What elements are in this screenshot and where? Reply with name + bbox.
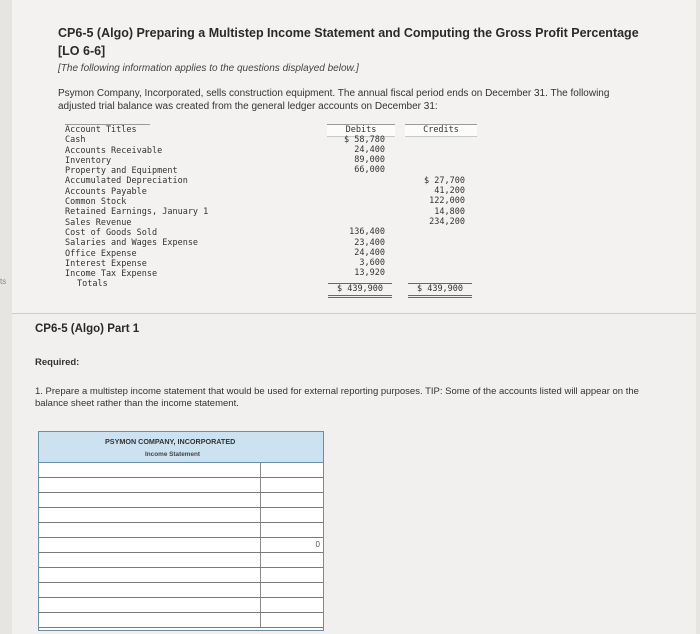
credit-value: 234,200 bbox=[429, 216, 465, 227]
debit-value: 23,400 bbox=[354, 237, 385, 248]
total-credits: $ 439,900 bbox=[408, 283, 472, 298]
trial-balance-account-name: Income Tax Expense bbox=[65, 269, 158, 280]
worksheet-label-input[interactable] bbox=[39, 568, 261, 582]
problem-title: CP6-5 (Algo) Preparing a Multistep Income Statement and Computing the Gross Profit Percentage [LO 6-6] bbox=[58, 26, 639, 58]
worksheet-label-input[interactable] bbox=[39, 583, 261, 597]
debit-value: $ 58,780 bbox=[344, 134, 385, 145]
worksheet-statement-title: Income Statement bbox=[145, 451, 201, 458]
worksheet-row bbox=[39, 493, 323, 508]
worksheet-computed-total: 0 bbox=[315, 540, 320, 549]
worksheet-amount-input[interactable] bbox=[261, 538, 323, 552]
trial-balance-account-name: Retained Earnings, January 1 bbox=[65, 207, 209, 218]
total-debits: $ 439,900 bbox=[328, 283, 392, 298]
worksheet-label-input[interactable] bbox=[39, 493, 261, 507]
worksheet-label-input[interactable] bbox=[39, 613, 261, 627]
worksheet-row bbox=[39, 553, 323, 568]
trial-balance-account-titles bbox=[65, 124, 208, 290]
debit-value: 136,400 bbox=[349, 227, 385, 238]
worksheet-row bbox=[39, 583, 323, 598]
debit-value: 24,400 bbox=[354, 144, 385, 155]
credit-value: 122,000 bbox=[429, 196, 465, 207]
worksheet-row bbox=[39, 463, 323, 478]
worksheet-amount-input[interactable] bbox=[261, 598, 323, 612]
trial-balance-account-name: Accounts Receivable bbox=[65, 145, 163, 156]
worksheet-label-input[interactable] bbox=[39, 553, 261, 567]
worksheet-amount-input[interactable] bbox=[261, 583, 323, 597]
worksheet-row bbox=[39, 613, 323, 628]
trial-balance-account-name: Sales Revenue bbox=[65, 217, 132, 228]
worksheet-row bbox=[39, 568, 323, 583]
income-statement-worksheet bbox=[38, 431, 324, 631]
worksheet-amount-input[interactable] bbox=[261, 568, 323, 582]
edge-label: ts bbox=[0, 277, 7, 286]
debit-value: 89,000 bbox=[354, 155, 385, 166]
worksheet-label-input[interactable] bbox=[39, 463, 261, 477]
debit-value: 3,600 bbox=[359, 258, 385, 269]
worksheet-amount-input[interactable] bbox=[261, 613, 323, 627]
worksheet-amount-input[interactable] bbox=[261, 523, 323, 537]
worksheet-label-input[interactable] bbox=[39, 523, 261, 537]
credits-header: Credits bbox=[405, 124, 477, 137]
worksheet-header bbox=[39, 432, 323, 463]
worksheet-amount-input[interactable] bbox=[261, 508, 323, 522]
trial-balance-account-name: Inventory bbox=[65, 155, 112, 166]
worksheet-amount-input[interactable] bbox=[261, 493, 323, 507]
debits-header: Debits bbox=[327, 124, 395, 137]
worksheet-row bbox=[39, 523, 323, 538]
trial-balance-account-name: Property and Equipment bbox=[65, 166, 178, 177]
worksheet-label-input[interactable] bbox=[39, 478, 261, 492]
trial-balance-account-name: Cost of Goods Sold bbox=[65, 227, 158, 238]
trial-balance-account-name: Accounts Payable bbox=[65, 186, 147, 197]
trial-balance-account-name: Cash bbox=[65, 135, 86, 146]
part1-heading: CP6-5 (Algo) Part 1 bbox=[35, 323, 140, 335]
credit-value: 14,800 bbox=[434, 206, 465, 217]
problem-intro: Psymon Company, Incorporated, sells construction equipment. The annual fiscal period ends on December 31. The following adjusted trial balance was created from the general ledger accounts on December 31: bbox=[58, 88, 610, 112]
worksheet-amount-input[interactable] bbox=[261, 553, 323, 567]
debit-value: 24,400 bbox=[354, 247, 385, 258]
worksheet-row bbox=[39, 538, 323, 553]
required-text: 1. Prepare a multistep income statement that would be used for external reporting purposes. TIP: Some of the accounts listed will appear on the balance sheet rather than the income statement. bbox=[35, 386, 639, 409]
totals-label: Totals bbox=[77, 279, 108, 290]
worksheet-amount-input[interactable] bbox=[261, 463, 323, 477]
account-titles-header: Account Titles bbox=[65, 124, 150, 135]
trial-balance-account-name: Accumulated Depreciation bbox=[65, 176, 188, 187]
worksheet-row bbox=[39, 478, 323, 493]
worksheet-amount-input[interactable] bbox=[261, 478, 323, 492]
worksheet-label-input[interactable] bbox=[39, 538, 261, 552]
required-label: Required: bbox=[35, 357, 80, 368]
worksheet-row bbox=[39, 598, 323, 613]
trial-balance-account-name: Office Expense bbox=[65, 248, 137, 259]
credit-value: 41,200 bbox=[434, 186, 465, 196]
worksheet-label-input[interactable] bbox=[39, 598, 261, 612]
credit-value: $ 27,700 bbox=[424, 175, 465, 186]
trial-balance-account-name: Common Stock bbox=[65, 197, 127, 208]
trial-balance-account-name: Interest Expense bbox=[65, 258, 147, 269]
problem-note: [The following information applies to the questions displayed below.] bbox=[58, 63, 359, 74]
worksheet-row bbox=[39, 508, 323, 523]
debit-value: 13,920 bbox=[354, 268, 385, 279]
debit-value: 66,000 bbox=[354, 165, 385, 176]
worksheet-label-input[interactable] bbox=[39, 508, 261, 522]
worksheet-company-name: PSYMON COMPANY, INCORPORATED bbox=[105, 437, 236, 446]
trial-balance-account-name: Salaries and Wages Expense bbox=[65, 238, 199, 249]
